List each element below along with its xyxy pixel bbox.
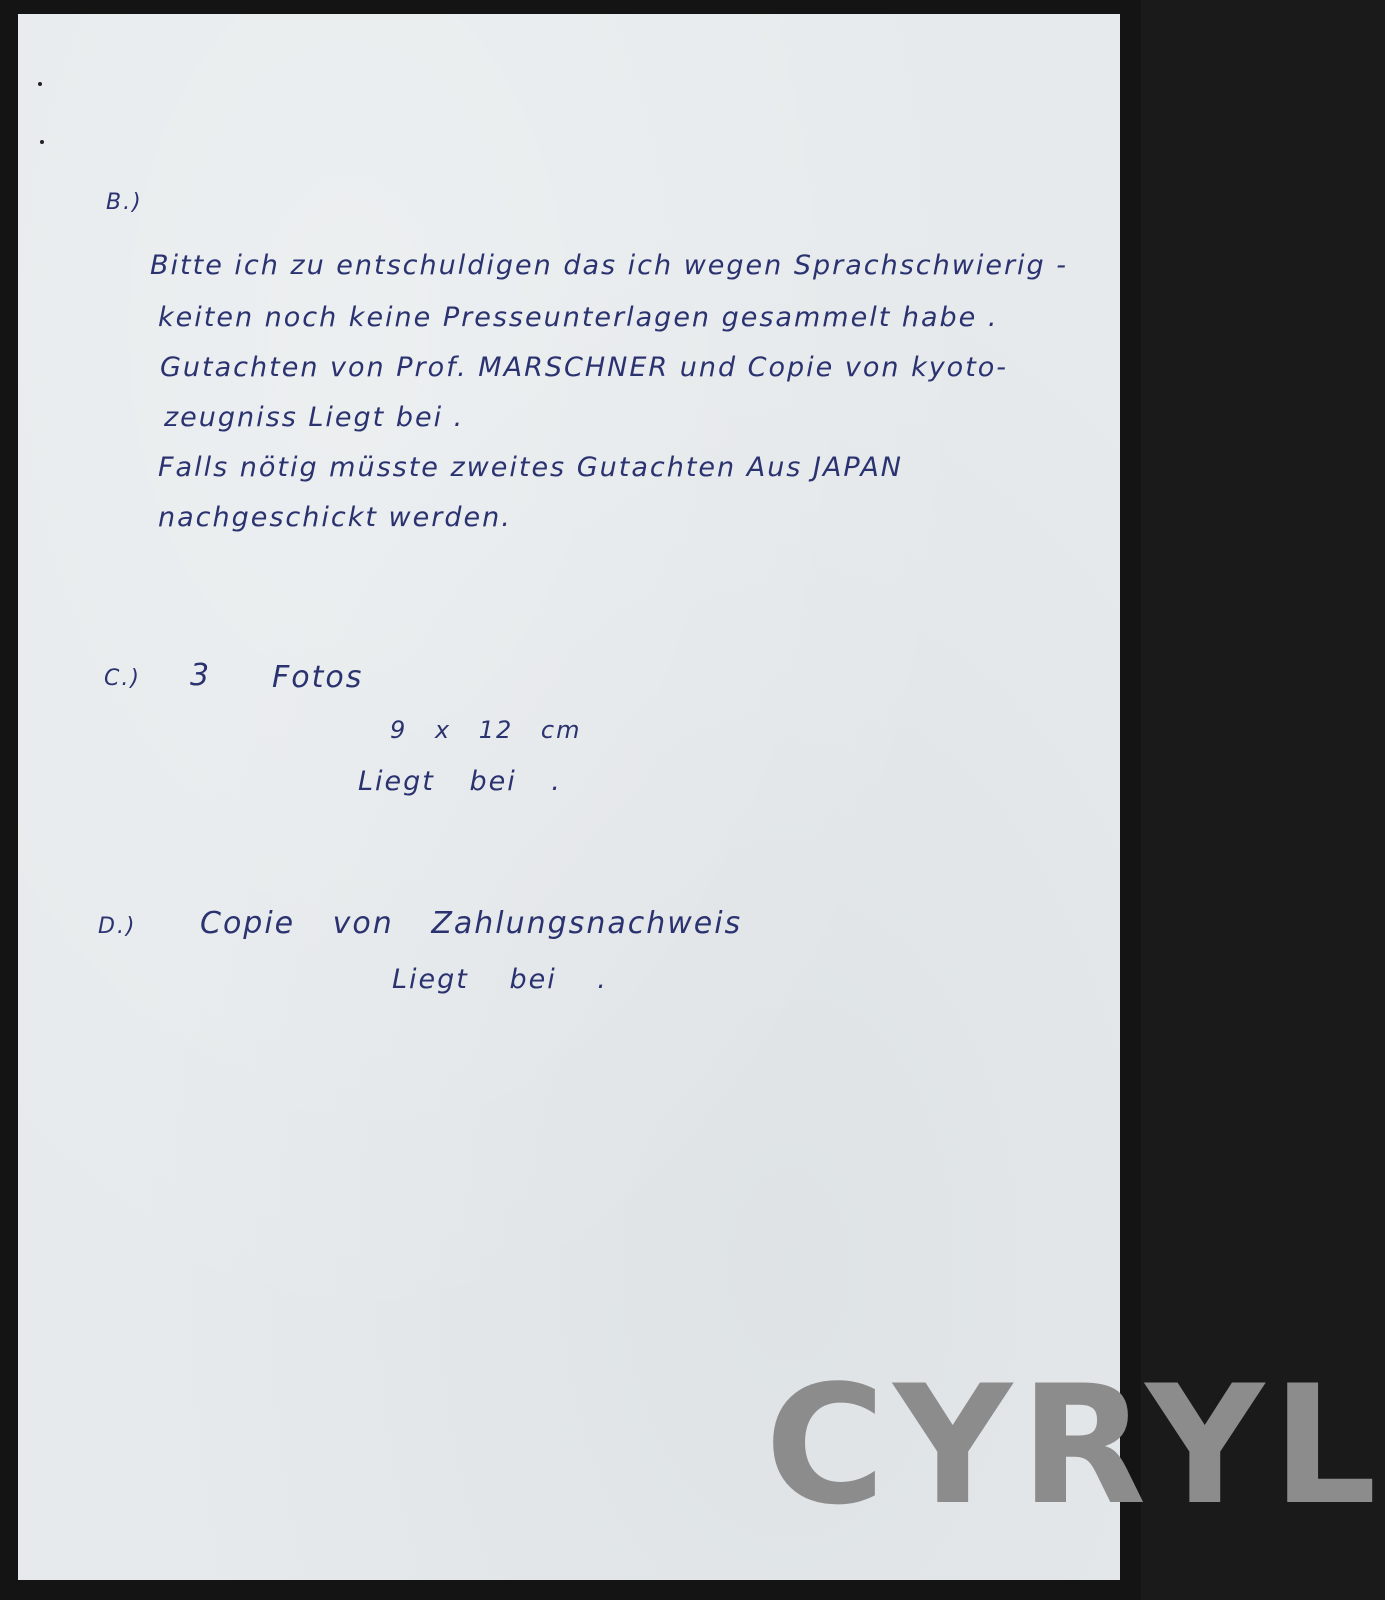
section-c-note: Liegt bei . <box>358 766 562 797</box>
section-b-line-3: Gutachten von Prof. MARSCHNER und Copie von kyoto- <box>160 352 1009 383</box>
section-b-label: B.) <box>106 190 143 215</box>
section-b-line-1: Bitte ich zu entschuldigen das ich wegen Sprachschwierig - <box>150 250 1069 281</box>
section-b-line-5: Falls nötig müsste zweites Gutachten Aus JAPAN <box>158 452 903 483</box>
section-d-note: Liegt bei . <box>392 964 608 995</box>
section-c-item: Fotos <box>272 660 364 695</box>
section-c-label: C.) <box>104 666 141 691</box>
cyryl-watermark-logo <box>765 1350 1385 1541</box>
section-c-count: 3 <box>190 658 212 693</box>
section-b-line-4: zeugniss Liegt bei . <box>164 402 465 433</box>
punch-mark <box>40 140 44 144</box>
watermark-text: CYRYL <box>765 1350 1385 1541</box>
section-b-line-6: nachgeschickt werden. <box>158 502 512 533</box>
section-d-item: Copie von Zahlungsnachweis <box>200 906 743 941</box>
section-c-size: 9 x 12 cm <box>390 716 582 744</box>
punch-mark <box>38 82 42 86</box>
section-b-line-2: keiten noch keine Presseunterlagen gesammelt habe . <box>158 302 999 333</box>
paper-sheet <box>18 14 1120 1580</box>
section-d-label: D.) <box>98 914 137 939</box>
